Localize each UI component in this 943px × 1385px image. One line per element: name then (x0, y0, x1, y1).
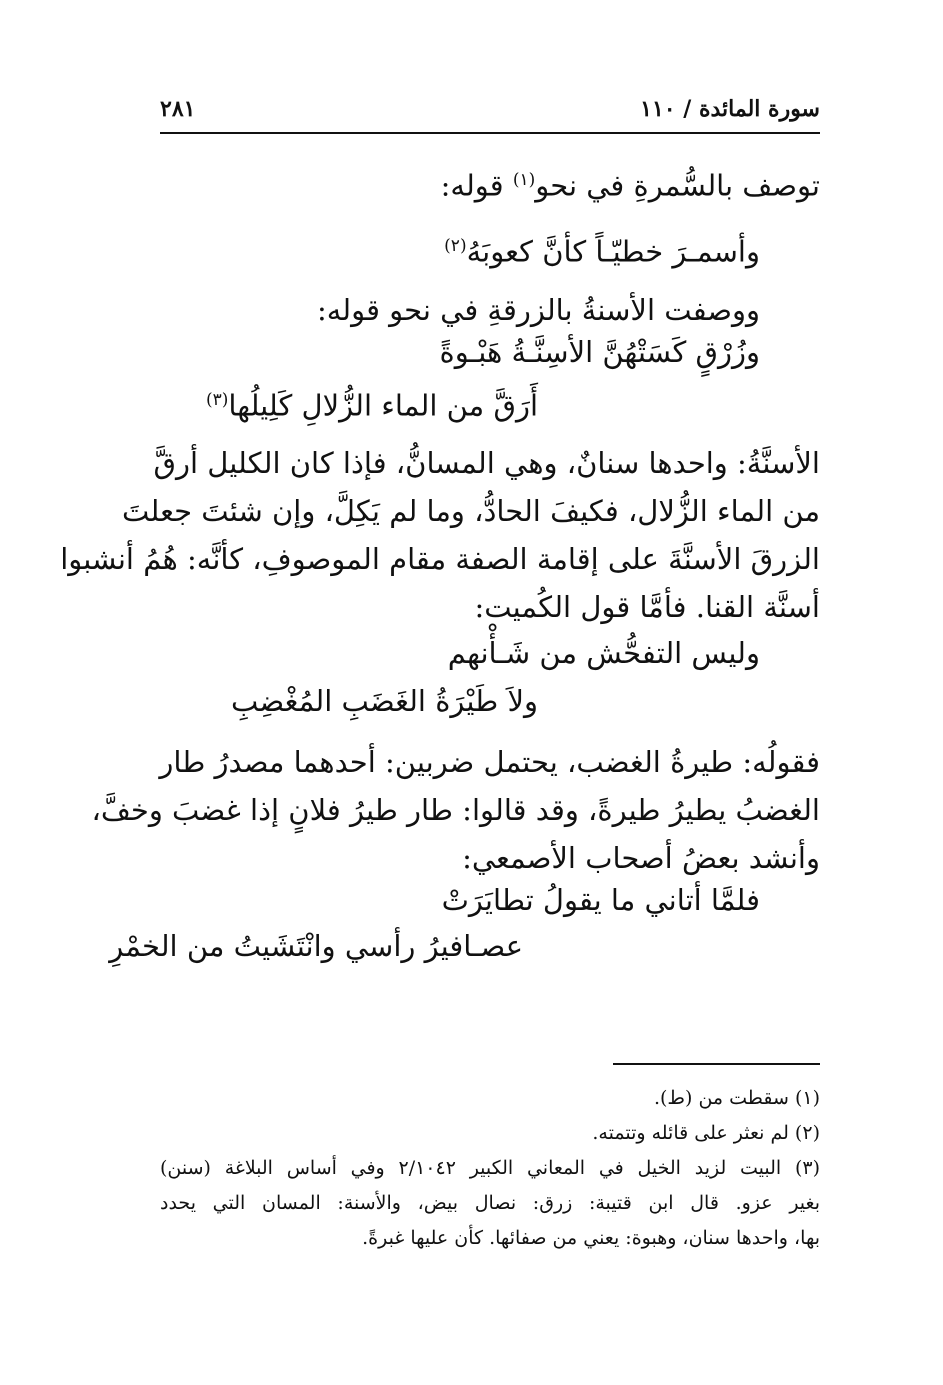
verse-2-first-hemistich: وزُرْقٍ كَسَتْهُنَّ الأسِنَّـةُ هَبْـوةً (439, 335, 760, 369)
verse-3-first-hemistich: وليس التفحُّش من شَـأْنهم (447, 636, 760, 670)
line-text-end: قوله: (440, 168, 513, 203)
footnote-ref-2: (٢) (444, 236, 467, 256)
verse-text: وأسمـرَ خطيّـاً كأنَّ كعوبَهُ (466, 234, 760, 269)
footnote-1: (١) سقطت من (ط). (653, 1087, 820, 1109)
running-title: سورة المائدة / ١١٠ (640, 96, 820, 122)
verse-text: أَرَقَّ من الماء الزُّلالِ كَلِيلُها (228, 388, 538, 423)
paragraph-2-line-3: وأنشد بعضُ أصحاب الأصمعي: (462, 841, 820, 875)
line-text: توصف بالسُّمرةِ في نحو (535, 168, 820, 203)
paragraph-1-line-3: الزرقَ الأسنَّةَ على إقامة الصفة مقام الموصوفِ، كأنَّه: هُمُ أنشبوا (60, 542, 820, 576)
verse-4-second-hemistich: عصـافيرُ رأسي وانْتَشَيتُ من الخمْرِ (109, 929, 523, 963)
page-header (160, 92, 820, 134)
body-line-1 (441, 160, 820, 206)
footnote-ref-3: (٣) (205, 390, 229, 410)
verse-4-first-hemistich: فلمَّا أتاني ما يقولُ تطايَرَتْ (441, 883, 760, 917)
body-line-3: ووصفت الأسنةُ بالزرقةِ في نحو قوله: (316, 293, 760, 327)
paragraph-2-line-1: فقولُه: طيرةُ الغضب، يحتمل ضربين: أحدهما مصدرُ طار (159, 745, 820, 779)
footnote-3-line-3: بها، واحدها سنان، وهبوة: يعني من صفائها. كأن عليها غبرةً. (362, 1227, 820, 1249)
footnote-separator (613, 1063, 820, 1065)
footnote-2: (٢) لم نعثر على قائله وتتمته. (592, 1122, 820, 1144)
paragraph-1-line-4: أسنَّة القنا. فأمَّا قول الكُميت: (474, 590, 820, 624)
footnote-3-line-2: بغير عزو. قال ابن قتيبة: زرق: نصال بيض، والأسنة: المسان التي يحدد (160, 1192, 820, 1214)
verse-2-second-hemistich (206, 380, 538, 426)
paragraph-1-line-1: الأسنَّةُ: واحدها سنانٌ، وهي المسانُّ، فإذا كان الكليل أرقَّ (153, 446, 820, 480)
verse-1 (444, 226, 760, 272)
footnote-ref-1: (١) (512, 170, 536, 190)
verse-3-second-hemistich: ولاَ طَيْرَةُ الغَضَبِ المُغْضِبِ (230, 684, 538, 718)
paragraph-2-line-2: الغضبُ يطيرُ طيرةً، وقد قالوا: طار طيرُ فلانٍ إذا غضبَ وخفَّ، (91, 793, 820, 827)
footnote-3-line-1: (٣) البيت لزيد الخيل في المعاني الكبير ٢/١٠٤٢ وفي أساس البلاغة (سنن) (160, 1157, 821, 1179)
page-number: ٢٨١ (160, 96, 196, 122)
paragraph-1-line-2: من الماء الزُّلال، فكيفَ الحادُّ، وما لم يَكِلَّ، وإن شئتَ جعلتَ (122, 494, 820, 528)
